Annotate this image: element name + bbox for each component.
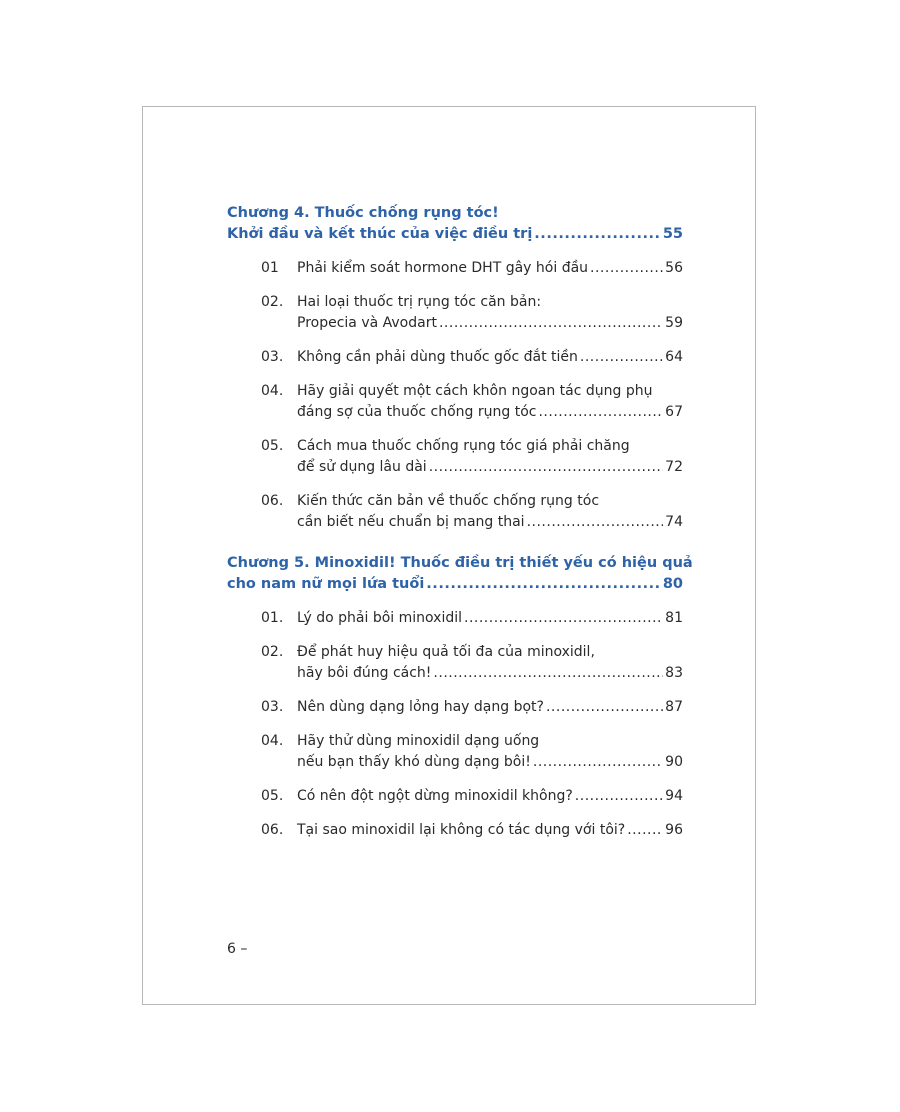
entry-title-line2: cần biết nếu chuẩn bị mang thai (297, 514, 525, 530)
toc-entry (227, 347, 683, 368)
chapter-page-number: 55 (662, 226, 683, 242)
entry-title-line2: để sử dụng lâu dài (297, 459, 427, 475)
toc-entry (227, 697, 683, 718)
entry-number: 04. (261, 383, 284, 399)
chapter-title-line1: Chương 5. Minoxidil! Thuốc điều trị thiết yếu có hiệu quả (227, 555, 693, 571)
entry-page-number: 59 (665, 315, 683, 331)
entry-number: 01 (261, 260, 279, 276)
leader-dots (580, 347, 663, 368)
book-page (142, 106, 756, 1005)
entry-page-number: 96 (665, 822, 683, 838)
leader-dots (439, 313, 663, 334)
leader-dots (464, 608, 663, 629)
entry-title-line1: Hãy giải quyết một cách khôn ngoan tác dụng phụ (297, 383, 653, 399)
entry-number: 01. (261, 610, 284, 626)
entry-title-line2: hãy bôi đúng cách! (297, 665, 432, 681)
entry-number: 03. (261, 349, 284, 365)
chapter-5 (227, 553, 693, 841)
chapter-title-line2: Khởi đầu và kết thúc của việc điều trị (227, 226, 533, 242)
toc-entry (227, 491, 683, 533)
entry-number: 05. (261, 788, 284, 804)
toc-entry (227, 820, 683, 841)
toc-entry (227, 731, 683, 773)
entry-title: Không cần phải dùng thuốc gốc đắt tiền (297, 349, 578, 365)
toc-entry (227, 642, 683, 684)
chapter-title (227, 553, 693, 595)
leader-dots (538, 402, 663, 423)
entry-number: 05. (261, 438, 284, 454)
entry-page-number: 90 (665, 754, 683, 770)
page-number-footer: 6 – (227, 941, 248, 957)
entry-title: Có nên đột ngột dừng minoxidil không? (297, 788, 573, 804)
entry-title-line1: Hãy thử dùng minoxidil dạng uống (297, 733, 540, 749)
entry-title: Tại sao minoxidil lại không có tác dụng với tôi? (297, 822, 626, 838)
entry-title: Phải kiểm soát hormone DHT gây hói đầu (297, 260, 589, 276)
entry-title: Nên dùng dạng lỏng hay dạng bọt? (297, 699, 544, 715)
chapter-title (227, 203, 683, 245)
entry-page-number: 56 (665, 260, 683, 276)
entry-number: 04. (261, 733, 284, 749)
entry-number: 02. (261, 294, 284, 310)
entry-page-number: 94 (665, 788, 683, 804)
leader-dots (527, 512, 664, 533)
leader-dots (590, 258, 663, 279)
entry-number: 06. (261, 493, 284, 509)
entry-page-number: 87 (665, 699, 683, 715)
toc-entry (227, 436, 683, 478)
entry-number: 03. (261, 699, 284, 715)
leader-dots (429, 457, 663, 478)
leader-dots (546, 697, 663, 718)
entry-title-line1: Kiến thức căn bản về thuốc chống rụng tóc (297, 493, 600, 509)
chapter-4 (227, 203, 683, 533)
entry-number: 02. (261, 644, 284, 660)
entry-title-line1: Để phát huy hiệu quả tối đa của minoxidil, (297, 644, 595, 660)
chapter-page-number: 80 (662, 576, 683, 592)
table-of-contents (227, 203, 693, 841)
toc-entry (227, 786, 683, 807)
leader-dots (534, 224, 661, 245)
toc-entry (227, 292, 683, 334)
entry-title-line2: Propecia và Avodart (297, 315, 437, 331)
leader-dots (426, 574, 661, 595)
leader-dots (575, 786, 663, 807)
entry-title-line2: đáng sợ của thuốc chống rụng tóc (297, 404, 537, 420)
leader-dots (433, 663, 663, 684)
entry-title-line1: Hai loại thuốc trị rụng tóc căn bản: (297, 294, 542, 310)
chapter-title-line2: cho nam nữ mọi lứa tuổi (227, 576, 425, 592)
leader-dots (533, 752, 663, 773)
entry-title-line1: Cách mua thuốc chống rụng tóc giá phải chăng (297, 438, 630, 454)
entry-title: Lý do phải bôi minoxidil (297, 610, 462, 626)
toc-entry (227, 258, 683, 279)
entry-title-line2: nếu bạn thấy khó dùng dạng bôi! (297, 754, 531, 770)
entry-page-number: 74 (665, 514, 683, 530)
entry-page-number: 81 (665, 610, 683, 626)
entry-page-number: 67 (665, 404, 683, 420)
toc-entry (227, 608, 683, 629)
entry-page-number: 83 (665, 665, 683, 681)
entry-page-number: 72 (665, 459, 683, 475)
chapter-title-line1: Chương 4. Thuốc chống rụng tóc! (227, 205, 499, 221)
leader-dots (627, 820, 663, 841)
entry-page-number: 64 (665, 349, 683, 365)
toc-entry (227, 381, 683, 423)
entry-number: 06. (261, 822, 284, 838)
